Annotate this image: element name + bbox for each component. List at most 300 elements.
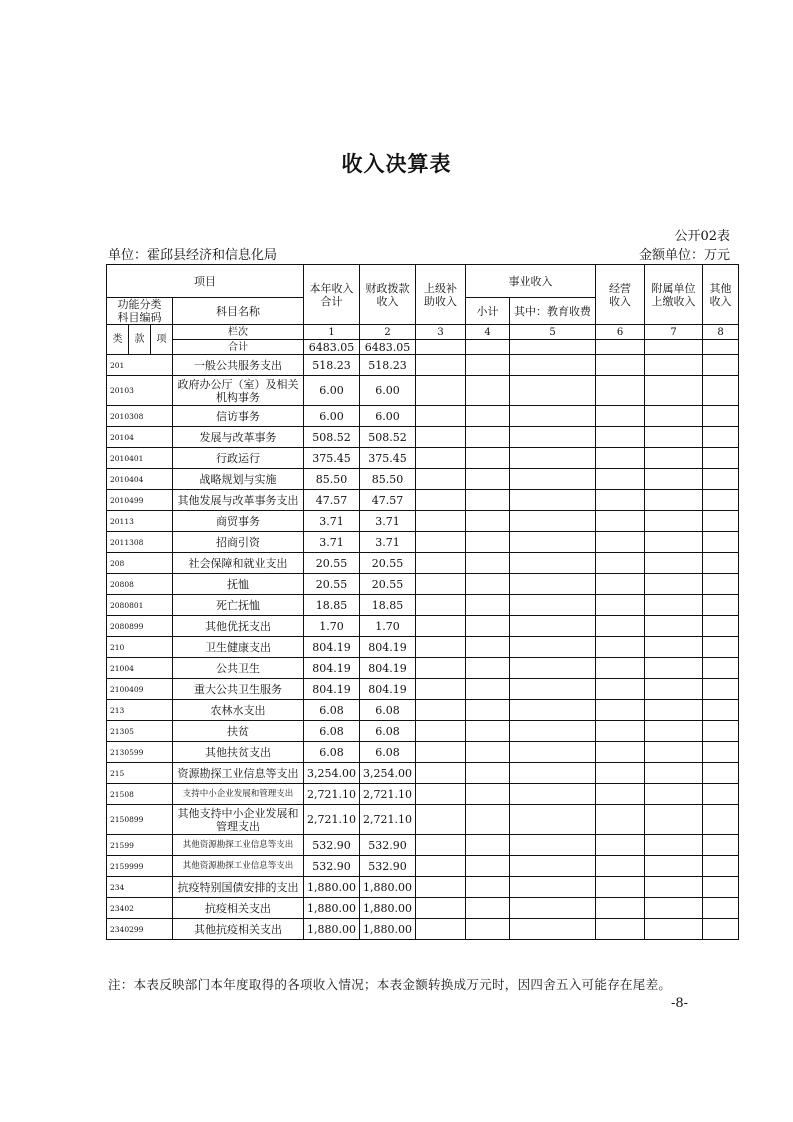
row-total: 518.23	[304, 355, 360, 376]
row-total: 6.00	[304, 406, 360, 427]
row-empty-cell	[703, 376, 739, 406]
header-career-education: 其中：教育收费	[510, 298, 596, 325]
table-row	[107, 805, 739, 835]
row-empty-cell	[416, 355, 466, 376]
row-code: 201	[107, 355, 173, 376]
header-operating-income: 经营 收入	[596, 265, 645, 325]
row-total: 6.08	[304, 700, 360, 721]
row-empty-cell	[416, 835, 466, 856]
header-lanci: 栏次	[173, 325, 304, 340]
row-subject-name: 招商引资	[173, 532, 304, 553]
row-empty-cell	[416, 721, 466, 742]
row-empty-cell	[466, 877, 510, 898]
row-total: 3,254.00	[304, 763, 360, 784]
row-empty-cell	[416, 574, 466, 595]
row-empty-cell	[510, 805, 596, 835]
row-empty-cell	[703, 805, 739, 835]
row-empty-cell	[466, 490, 510, 511]
row-empty-cell	[596, 877, 645, 898]
row-subject-name: 社会保障和就业支出	[173, 553, 304, 574]
row-fiscal: 532.90	[360, 856, 416, 877]
header-kuan: 款	[129, 325, 151, 355]
row-empty-cell	[510, 721, 596, 742]
row-empty-cell	[703, 658, 739, 679]
page-title: 收入决算表	[341, 152, 452, 176]
row-empty-cell	[510, 553, 596, 574]
row-subject-name: 其他扶贫支出	[173, 742, 304, 763]
row-fiscal: 6.08	[360, 742, 416, 763]
table-row	[107, 784, 739, 805]
row-empty-cell	[645, 376, 703, 406]
col-number-2: 2	[360, 325, 416, 340]
row-empty-cell	[416, 595, 466, 616]
row-empty-cell	[510, 574, 596, 595]
row-total: 85.50	[304, 469, 360, 490]
header-career-subtotal: 小计	[466, 298, 510, 325]
row-empty-cell	[466, 448, 510, 469]
row-empty-cell	[510, 877, 596, 898]
total-row-fiscal: 6483.05	[360, 340, 416, 355]
row-fiscal: 47.57	[360, 490, 416, 511]
row-subject-name: 资源勘探工业信息等支出	[173, 763, 304, 784]
row-empty-cell	[645, 742, 703, 763]
row-total: 375.45	[304, 448, 360, 469]
row-empty-cell	[596, 406, 645, 427]
row-total: 2,721.10	[304, 784, 360, 805]
row-empty-cell	[596, 553, 645, 574]
row-empty-cell	[416, 742, 466, 763]
row-empty-cell	[703, 721, 739, 742]
row-fiscal: 6.00	[360, 406, 416, 427]
income-statement-table	[106, 264, 739, 940]
row-empty-cell	[596, 376, 645, 406]
row-empty-cell	[645, 763, 703, 784]
table-row	[107, 469, 739, 490]
row-code: 20808	[107, 574, 173, 595]
row-total: 1.70	[304, 616, 360, 637]
row-code: 2080899	[107, 616, 173, 637]
row-total: 804.19	[304, 658, 360, 679]
row-total: 18.85	[304, 595, 360, 616]
row-empty-cell	[466, 376, 510, 406]
table-row	[107, 355, 739, 376]
row-fiscal: 20.55	[360, 574, 416, 595]
row-empty-cell	[510, 532, 596, 553]
row-empty-cell	[466, 763, 510, 784]
row-empty-cell	[703, 700, 739, 721]
row-fiscal: 518.23	[360, 355, 416, 376]
row-subject-name: 发展与改革事务	[173, 427, 304, 448]
row-empty-cell	[596, 835, 645, 856]
row-code: 2010308	[107, 406, 173, 427]
row-empty-cell	[703, 763, 739, 784]
row-empty-cell	[466, 427, 510, 448]
amount-unit: 金额单位：万元	[638, 248, 730, 263]
header-lei: 类	[107, 325, 129, 355]
row-empty-cell	[416, 763, 466, 784]
row-empty-cell	[510, 511, 596, 532]
row-empty-cell	[645, 637, 703, 658]
row-empty-cell	[510, 835, 596, 856]
row-subject-name: 信访事务	[173, 406, 304, 427]
row-empty-cell	[645, 553, 703, 574]
row-empty-cell	[645, 469, 703, 490]
row-empty-cell	[645, 532, 703, 553]
row-subject-name: 抚恤	[173, 574, 304, 595]
row-empty-cell	[703, 427, 739, 448]
row-code: 234	[107, 877, 173, 898]
row-total: 20.55	[304, 574, 360, 595]
row-empty-cell	[645, 574, 703, 595]
row-empty-cell	[466, 658, 510, 679]
header-subject-name: 科目名称	[173, 298, 304, 325]
row-empty-cell	[510, 856, 596, 877]
row-empty-cell	[645, 427, 703, 448]
row-empty-cell	[466, 355, 510, 376]
row-empty-cell	[703, 835, 739, 856]
row-empty-cell	[703, 469, 739, 490]
row-empty-cell	[466, 532, 510, 553]
row-empty-cell	[596, 637, 645, 658]
row-code: 208	[107, 553, 173, 574]
table-row	[107, 574, 739, 595]
row-subject-name: 行政运行	[173, 448, 304, 469]
row-subject-name: 扶贫	[173, 721, 304, 742]
row-empty-cell	[510, 355, 596, 376]
unit-name: 单位：霍邱县经济和信息化局	[108, 248, 278, 263]
col-number-7: 7	[645, 325, 703, 340]
row-empty-cell	[645, 805, 703, 835]
row-empty-cell	[416, 700, 466, 721]
row-subject-name: 商贸事务	[173, 511, 304, 532]
table-row	[107, 637, 739, 658]
row-code: 21599	[107, 835, 173, 856]
page-number: -8-	[670, 996, 688, 1011]
row-total: 804.19	[304, 637, 360, 658]
row-total: 6.08	[304, 742, 360, 763]
row-empty-cell	[703, 595, 739, 616]
row-empty-cell	[416, 658, 466, 679]
row-empty-cell	[466, 574, 510, 595]
row-empty-cell	[703, 679, 739, 700]
row-empty-cell	[416, 406, 466, 427]
table-row	[107, 721, 739, 742]
row-empty-cell	[703, 742, 739, 763]
row-fiscal: 6.08	[360, 700, 416, 721]
row-empty-cell	[645, 856, 703, 877]
form-number: 公开02表	[674, 229, 730, 244]
row-empty-cell	[466, 553, 510, 574]
row-empty-cell	[596, 532, 645, 553]
row-empty-cell	[703, 898, 739, 919]
row-empty-cell	[703, 877, 739, 898]
row-code: 2080801	[107, 595, 173, 616]
row-fiscal: 6.08	[360, 721, 416, 742]
row-empty-cell	[703, 856, 739, 877]
row-code: 215	[107, 763, 173, 784]
row-empty-cell	[596, 898, 645, 919]
header-total-income: 本年收入 合计	[304, 265, 360, 325]
row-subject-name: 战略规划与实施	[173, 469, 304, 490]
row-empty-cell	[510, 448, 596, 469]
table-row	[107, 919, 739, 940]
row-empty-cell	[510, 469, 596, 490]
row-code: 21004	[107, 658, 173, 679]
row-empty-cell	[510, 490, 596, 511]
row-empty-cell	[416, 877, 466, 898]
row-empty-cell	[645, 490, 703, 511]
row-empty-cell	[416, 427, 466, 448]
row-empty-cell	[596, 805, 645, 835]
row-empty-cell	[510, 658, 596, 679]
row-empty-cell	[510, 763, 596, 784]
row-fiscal: 3.71	[360, 511, 416, 532]
row-empty-cell	[703, 919, 739, 940]
row-empty-cell	[416, 784, 466, 805]
row-code: 2010404	[107, 469, 173, 490]
row-fiscal: 508.52	[360, 427, 416, 448]
row-code: 21508	[107, 784, 173, 805]
row-empty-cell	[416, 856, 466, 877]
row-empty-cell	[596, 595, 645, 616]
total-row-label: 合计	[173, 340, 304, 355]
row-empty-cell	[645, 658, 703, 679]
row-fiscal: 1,880.00	[360, 919, 416, 940]
row-empty-cell	[596, 919, 645, 940]
row-empty-cell	[596, 856, 645, 877]
row-total: 47.57	[304, 490, 360, 511]
row-total: 1,880.00	[304, 877, 360, 898]
row-empty-cell	[466, 784, 510, 805]
row-empty-cell	[466, 595, 510, 616]
table-row	[107, 742, 739, 763]
row-empty-cell	[703, 784, 739, 805]
row-subject-name: 死亡抚恤	[173, 595, 304, 616]
row-fiscal: 1,880.00	[360, 877, 416, 898]
row-empty-cell	[466, 637, 510, 658]
row-empty-cell	[510, 700, 596, 721]
table-row	[107, 595, 739, 616]
table-row	[107, 679, 739, 700]
row-subject-name: 重大公共卫生服务	[173, 679, 304, 700]
row-code: 20113	[107, 511, 173, 532]
row-empty-cell	[510, 784, 596, 805]
row-total: 20.55	[304, 553, 360, 574]
row-empty-cell	[703, 637, 739, 658]
row-subject-name: 一般公共服务支出	[173, 355, 304, 376]
row-empty-cell	[645, 835, 703, 856]
row-empty-cell	[466, 805, 510, 835]
row-empty-cell	[416, 469, 466, 490]
row-empty-cell	[416, 919, 466, 940]
row-empty-cell	[416, 616, 466, 637]
row-code: 2010499	[107, 490, 173, 511]
row-code: 2150899	[107, 805, 173, 835]
row-subject-name: 抗疫相关支出	[173, 898, 304, 919]
row-fiscal: 1.70	[360, 616, 416, 637]
row-fiscal: 375.45	[360, 448, 416, 469]
row-empty-cell	[645, 511, 703, 532]
row-empty-cell	[466, 898, 510, 919]
row-code: 2159999	[107, 856, 173, 877]
header-fiscal-income: 财政拨款 收入	[360, 265, 416, 325]
row-empty-cell	[596, 721, 645, 742]
row-total: 6.08	[304, 721, 360, 742]
row-empty-cell	[466, 469, 510, 490]
table-row	[107, 658, 739, 679]
col-number-8: 8	[703, 325, 739, 340]
row-empty-cell	[466, 616, 510, 637]
row-empty-cell	[416, 637, 466, 658]
row-empty-cell	[703, 511, 739, 532]
row-subject-name: 抗疫特别国债安排的支出	[173, 877, 304, 898]
row-subject-name: 其他优抚支出	[173, 616, 304, 637]
row-total: 532.90	[304, 856, 360, 877]
row-empty-cell	[703, 448, 739, 469]
row-empty-cell	[510, 427, 596, 448]
row-empty-cell	[645, 919, 703, 940]
header-project: 项目	[107, 265, 304, 298]
row-empty-cell	[645, 355, 703, 376]
row-fiscal: 18.85	[360, 595, 416, 616]
row-code: 2010401	[107, 448, 173, 469]
row-empty-cell	[510, 637, 596, 658]
row-code: 20103	[107, 376, 173, 406]
col-number-6: 6	[596, 325, 645, 340]
row-fiscal: 3,254.00	[360, 763, 416, 784]
row-empty-cell	[510, 376, 596, 406]
row-fiscal: 804.19	[360, 637, 416, 658]
table-row	[107, 856, 739, 877]
row-empty-cell	[466, 721, 510, 742]
table-row	[107, 553, 739, 574]
row-total: 2,721.10	[304, 805, 360, 835]
row-empty-cell	[416, 448, 466, 469]
row-fiscal: 2,721.10	[360, 805, 416, 835]
table-row	[107, 763, 739, 784]
row-code: 2340299	[107, 919, 173, 940]
row-empty-cell	[510, 679, 596, 700]
row-fiscal: 20.55	[360, 553, 416, 574]
row-fiscal: 2,721.10	[360, 784, 416, 805]
row-empty-cell	[596, 679, 645, 700]
table-row	[107, 448, 739, 469]
footnote: 注：本表反映部门本年度取得的各项收入情况；本表金额转换成万元时，因四舍五入可能存在尾差。	[108, 977, 672, 992]
row-empty-cell	[645, 679, 703, 700]
row-empty-cell	[645, 616, 703, 637]
row-empty-cell	[645, 700, 703, 721]
row-empty-cell	[596, 616, 645, 637]
row-empty-cell	[416, 376, 466, 406]
row-empty-cell	[466, 835, 510, 856]
row-fiscal: 85.50	[360, 469, 416, 490]
row-empty-cell	[416, 898, 466, 919]
row-total: 804.19	[304, 679, 360, 700]
row-subject-name: 其他抗疫相关支出	[173, 919, 304, 940]
table-row	[107, 406, 739, 427]
table-row	[107, 700, 739, 721]
row-code: 2130599	[107, 742, 173, 763]
row-subject-name: 农林水支出	[173, 700, 304, 721]
col-number-1: 1	[304, 325, 360, 340]
row-empty-cell	[596, 427, 645, 448]
row-empty-cell	[703, 355, 739, 376]
row-empty-cell	[416, 490, 466, 511]
row-empty-cell	[416, 679, 466, 700]
table-row	[107, 490, 739, 511]
header-affiliate-income: 附属单位 上缴收入	[645, 265, 703, 325]
row-empty-cell	[466, 919, 510, 940]
row-empty-cell	[416, 805, 466, 835]
row-total: 508.52	[304, 427, 360, 448]
row-code: 2100409	[107, 679, 173, 700]
row-empty-cell	[703, 553, 739, 574]
row-total: 532.90	[304, 835, 360, 856]
row-total: 3.71	[304, 511, 360, 532]
row-empty-cell	[703, 532, 739, 553]
row-empty-cell	[645, 721, 703, 742]
header-xiang: 项	[151, 325, 173, 355]
row-empty-cell	[510, 898, 596, 919]
row-empty-cell	[510, 595, 596, 616]
header-function-code: 功能分类 科目编码	[107, 298, 173, 325]
row-fiscal: 1,880.00	[360, 898, 416, 919]
row-total: 1,880.00	[304, 898, 360, 919]
row-subject-name: 政府办公厅（室）及相关机构事务	[173, 376, 304, 406]
row-code: 20104	[107, 427, 173, 448]
row-empty-cell	[466, 511, 510, 532]
row-empty-cell	[596, 742, 645, 763]
row-empty-cell	[596, 448, 645, 469]
row-empty-cell	[510, 616, 596, 637]
col-number-5: 5	[510, 325, 596, 340]
row-total: 3.71	[304, 532, 360, 553]
header-career-income: 事业收入	[466, 265, 596, 298]
row-fiscal: 3.71	[360, 532, 416, 553]
row-empty-cell	[596, 763, 645, 784]
row-fiscal: 6.00	[360, 376, 416, 406]
table-row	[107, 835, 739, 856]
header-upper-subsidy: 上级补 助收入	[416, 265, 466, 325]
table-row	[107, 877, 739, 898]
row-empty-cell	[510, 406, 596, 427]
row-empty-cell	[596, 511, 645, 532]
row-total: 6.00	[304, 376, 360, 406]
row-empty-cell	[645, 784, 703, 805]
row-code: 210	[107, 637, 173, 658]
row-empty-cell	[416, 532, 466, 553]
row-empty-cell	[596, 574, 645, 595]
row-empty-cell	[703, 490, 739, 511]
row-subject-name: 其他资源勘探工业信息等支出	[173, 856, 304, 877]
row-empty-cell	[596, 355, 645, 376]
row-empty-cell	[645, 898, 703, 919]
row-empty-cell	[645, 595, 703, 616]
row-empty-cell	[645, 877, 703, 898]
row-empty-cell	[645, 406, 703, 427]
row-code: 23402	[107, 898, 173, 919]
row-empty-cell	[645, 448, 703, 469]
row-empty-cell	[510, 742, 596, 763]
row-empty-cell	[466, 742, 510, 763]
col-number-4: 4	[466, 325, 510, 340]
row-subject-name: 卫生健康支出	[173, 637, 304, 658]
col-number-3: 3	[416, 325, 466, 340]
table-row	[107, 376, 739, 406]
table-row	[107, 898, 739, 919]
row-empty-cell	[596, 490, 645, 511]
row-empty-cell	[466, 406, 510, 427]
